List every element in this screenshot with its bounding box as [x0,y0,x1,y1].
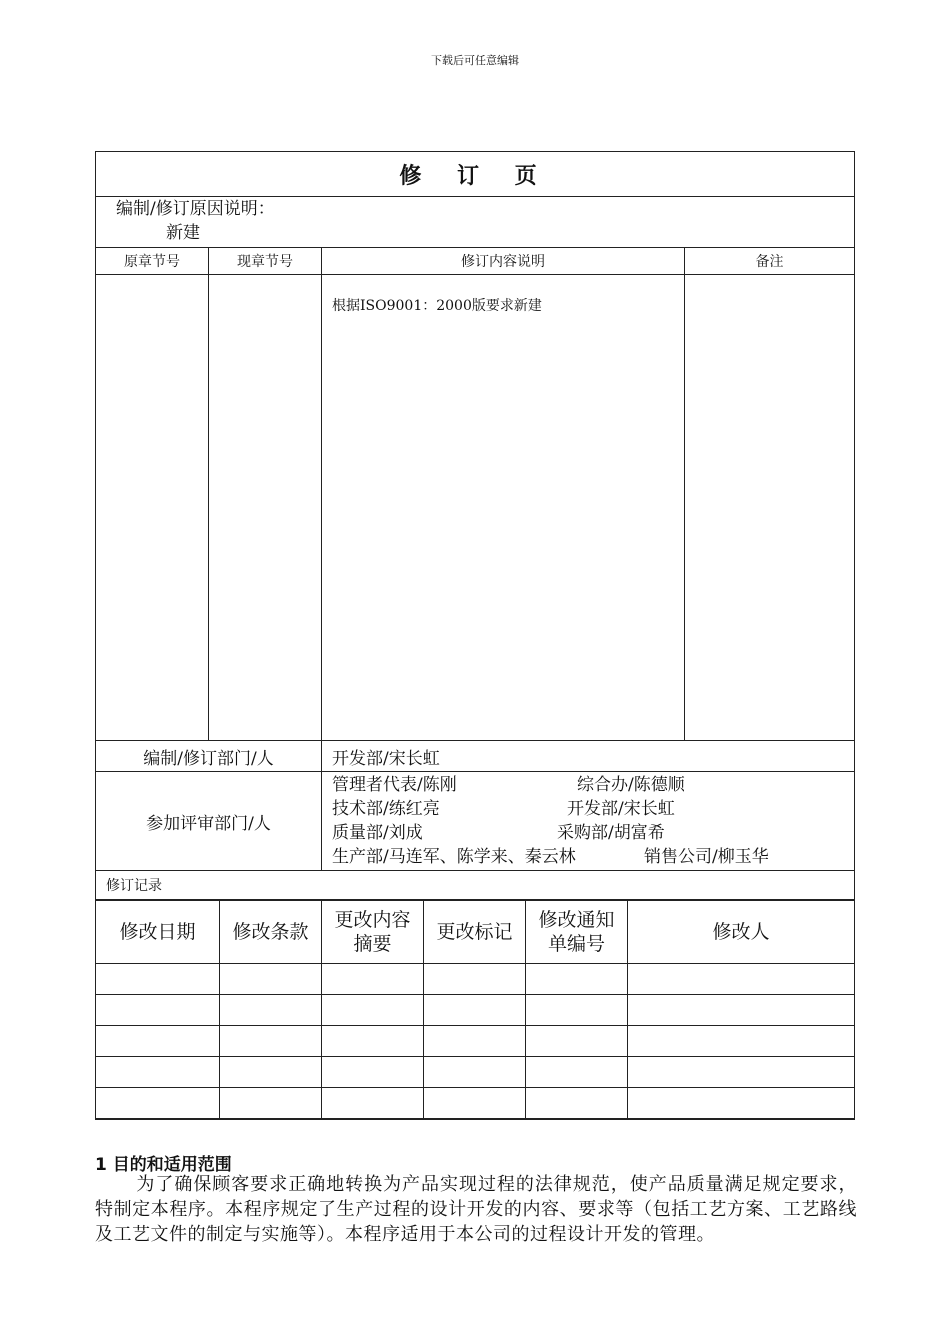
header-line: 修改通知 [538,909,615,931]
table-row [96,1026,855,1057]
header-line: 修改条款 [232,921,309,943]
revision-reason-label: 编制/修订原因说明： [116,199,275,219]
header-line: 修改人 [712,921,770,943]
table-row [96,995,855,1026]
record-header-clause [220,901,322,964]
col-original-section: 原章节号 [96,248,209,275]
review-line [332,773,854,797]
review-entry: 生产部/马连军、陈学来、秦云林 [332,847,576,867]
revision-page-title: 修 订 页 [96,152,855,197]
review-line [332,821,854,845]
review-line [332,845,854,869]
header-line: 单编号 [547,933,605,955]
col-remarks: 备注 [685,248,855,275]
header-line: 更改内容 [334,909,411,931]
table-row [96,1088,855,1120]
editor-label: 编制/修订部门/人 [96,741,322,772]
record-header-reviser [628,901,855,964]
revision-record-title: 修订记录 [96,871,855,900]
header-note: 下载后可任意编辑 [431,54,519,67]
revision-reason-value: 新建 [166,223,200,243]
current-section-cell [209,275,322,741]
record-header-date [96,901,220,964]
record-header-summary [322,901,424,964]
review-entry: 技术部/练红亮 [332,799,440,819]
review-entry: 质量部/刘成 [332,823,423,843]
revision-page-table [95,151,855,900]
revision-reason [96,197,855,248]
section-body: 为了确保顾客要求正确地转换为产品实现过程的法律规范，使产品质量满足规定要求，特制定本程序。本程序规定了生产过程的设计开发的内容、要求等（包括工艺方案、工艺路线及工艺文件的制定与实施等）。本程序适用于本公司的过程设计开发的管理。 [95,1174,857,1245]
revision-content-cell [322,275,685,741]
table-row [96,1057,855,1088]
table-row [96,964,855,995]
remarks-cell [685,275,855,741]
header-line: 更改标记 [436,921,513,943]
review-entry: 采购部/胡富希 [557,823,665,843]
revision-record-table [95,900,855,1120]
review-entry: 综合办/陈德顺 [577,775,685,795]
review-entry: 销售公司/柳玉华 [644,847,769,867]
review-label: 参加评审部门/人 [96,772,322,871]
header-line: 摘要 [353,933,392,955]
review-entry: 管理者代表/陈刚 [332,775,457,795]
record-header-notice-no [526,901,628,964]
header-line: 修改日期 [119,921,196,943]
section-title: 1 目的和适用范围 [95,1155,232,1175]
review-entry: 开发部/宋长虹 [567,799,675,819]
editor-value: 开发部/宋长虹 [322,741,855,772]
col-current-section: 现章节号 [209,248,322,275]
review-list [322,772,855,871]
review-line [332,797,854,821]
original-section-cell [96,275,209,741]
record-header-mark [424,901,526,964]
col-revision-content: 修订内容说明 [322,248,685,275]
revision-content-text: 根据ISO9001：2000版要求新建 [332,298,542,314]
